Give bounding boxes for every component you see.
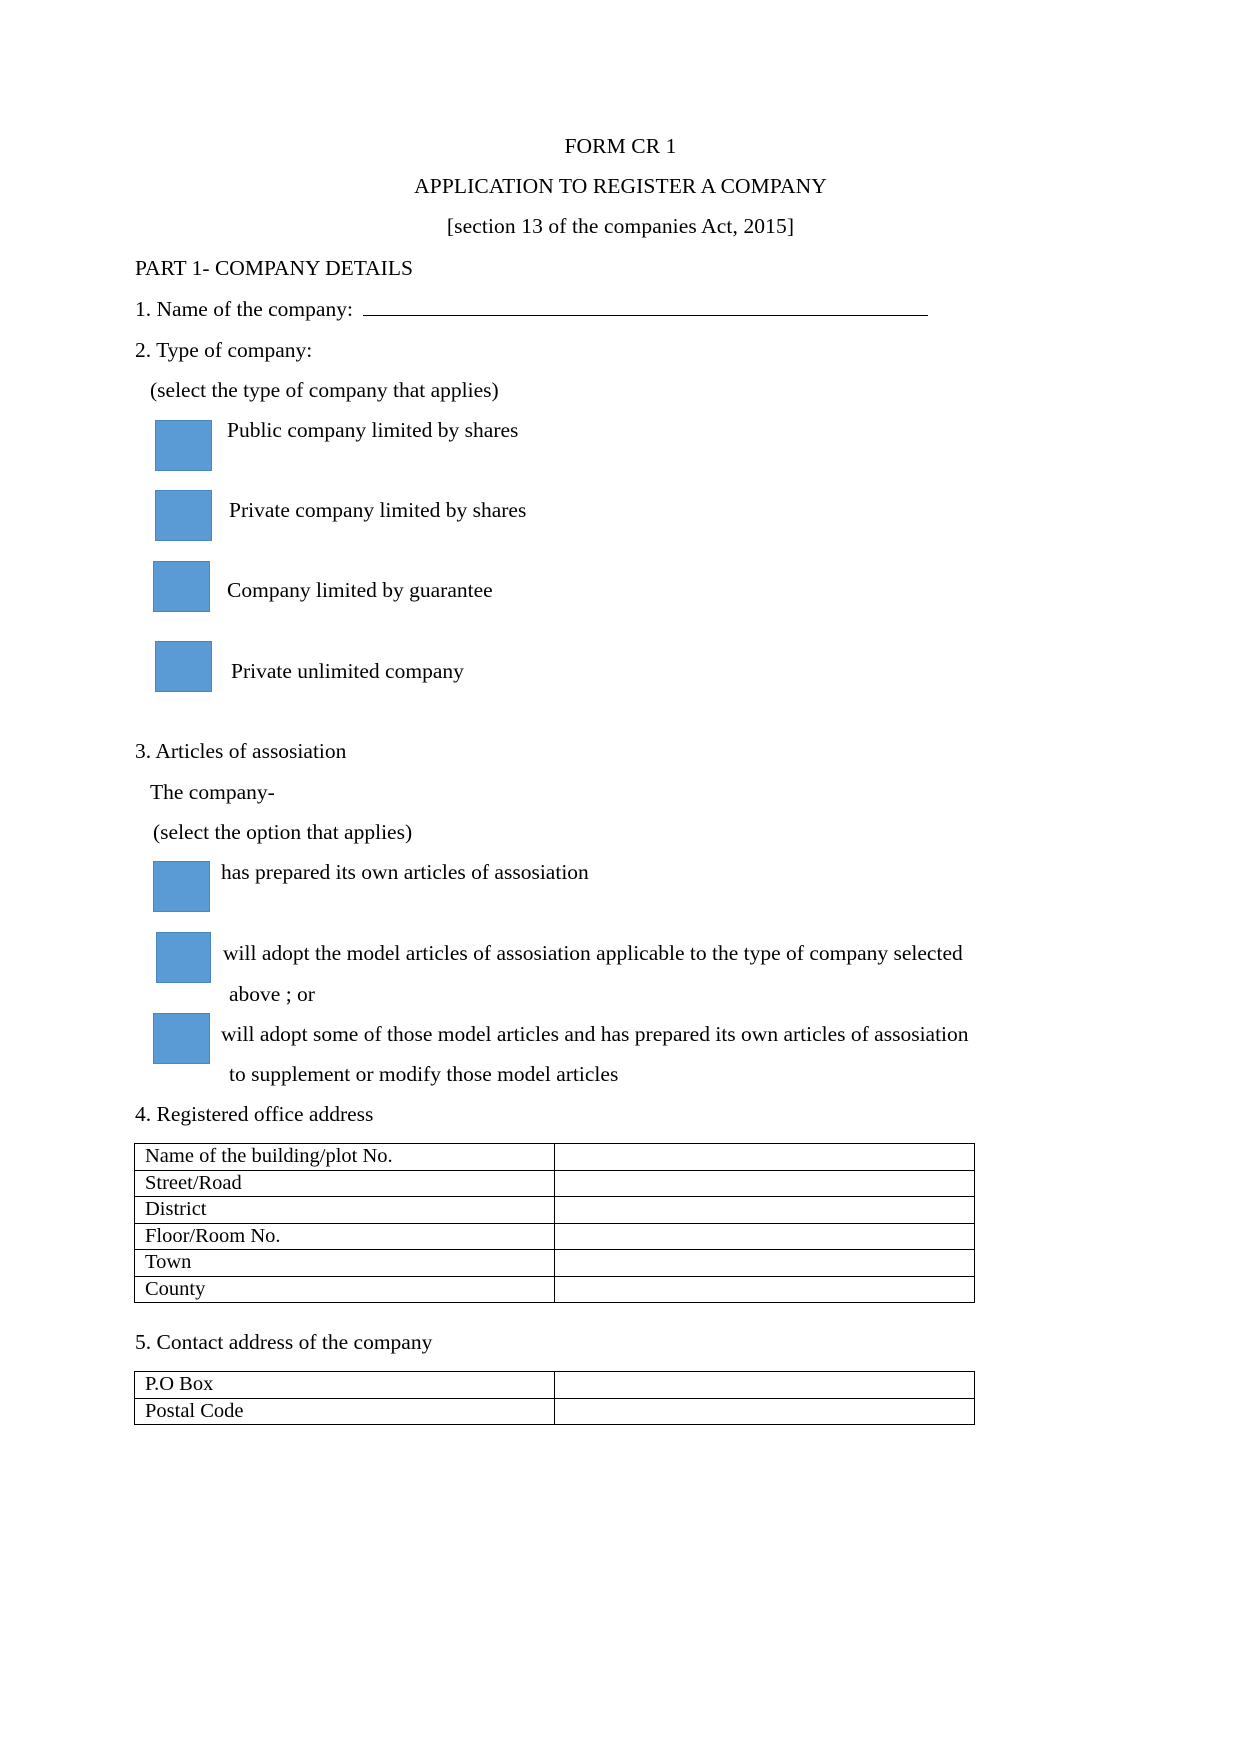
table-row	[135, 1223, 975, 1250]
part1-heading: PART 1- COMPANY DETAILS	[135, 256, 413, 280]
contact-address-heading: 5. Contact address of the company	[135, 1330, 433, 1354]
checkbox-public-company-limited-by-shares[interactable]	[155, 420, 212, 471]
checkbox-will-adopt-some-model-articles[interactable]	[153, 1013, 210, 1064]
row-label: District	[135, 1197, 555, 1224]
label-has-prepared-own-articles: has prepared its own articles of assosiation	[221, 860, 589, 884]
section-reference: [section 13 of the companies Act, 2015]	[446, 214, 795, 238]
type-of-company-hint: (select the type of company that applies)	[150, 378, 499, 402]
label-will-adopt-some-model-articles: will adopt some of those model articles and has prepared its own articles of assosiation	[221, 1022, 969, 1046]
type-of-company-heading: 2. Type of company:	[135, 338, 313, 362]
label-will-adopt-model-articles: will adopt the model articles of assosiation applicable to the type of company selected	[223, 941, 963, 965]
row-value-input[interactable]	[555, 1223, 975, 1250]
row-label: Floor/Room No.	[135, 1223, 555, 1250]
checkbox-company-limited-by-guarantee[interactable]	[153, 561, 210, 612]
row-label: Name of the building/plot No.	[135, 1144, 555, 1171]
row-label: P.O Box	[135, 1372, 555, 1399]
table-row	[135, 1144, 975, 1171]
row-value-input[interactable]	[555, 1250, 975, 1277]
checkbox-has-prepared-own-articles[interactable]	[153, 861, 210, 912]
row-value-input[interactable]	[555, 1372, 975, 1399]
row-value-input[interactable]	[555, 1398, 975, 1425]
checkbox-private-company-limited-by-shares[interactable]	[155, 490, 212, 541]
articles-of-association-subheading: The company-	[150, 780, 275, 804]
label-private-unlimited-company: Private unlimited company	[231, 659, 464, 683]
form-title: FORM CR 1	[564, 134, 677, 158]
row-value-input[interactable]	[555, 1170, 975, 1197]
registered-office-address-table	[134, 1143, 975, 1303]
row-value-input[interactable]	[555, 1144, 975, 1171]
label-company-limited-by-guarantee: Company limited by guarantee	[227, 578, 493, 602]
label-private-company-limited-by-shares: Private company limited by shares	[229, 498, 527, 522]
row-label: Town	[135, 1250, 555, 1277]
company-name-label: 1. Name of the company:	[135, 297, 353, 321]
row-value-input[interactable]	[555, 1197, 975, 1224]
company-name-input[interactable]	[363, 298, 928, 316]
table-row	[135, 1170, 975, 1197]
registered-office-address-heading: 4. Registered office address	[135, 1102, 374, 1126]
application-title: APPLICATION TO REGISTER A COMPANY	[414, 174, 827, 198]
checkbox-will-adopt-model-articles[interactable]	[156, 932, 211, 983]
contact-address-table	[134, 1371, 975, 1425]
table-row	[135, 1398, 975, 1425]
checkbox-private-unlimited-company[interactable]	[155, 641, 212, 692]
label-will-adopt-model-articles-continuation: above ; or	[229, 982, 315, 1006]
row-label: County	[135, 1276, 555, 1303]
table-row	[135, 1276, 975, 1303]
table-row	[135, 1250, 975, 1277]
label-public-company-limited-by-shares: Public company limited by shares	[227, 418, 519, 442]
label-will-adopt-some-model-articles-continuation: to supplement or modify those model articles	[229, 1062, 619, 1086]
articles-of-association-hint: (select the option that applies)	[153, 820, 413, 844]
table-row	[135, 1197, 975, 1224]
company-name-field-row	[135, 297, 928, 323]
articles-of-association-heading: 3. Articles of assosiation	[135, 739, 347, 763]
table-row	[135, 1372, 975, 1399]
row-value-input[interactable]	[555, 1276, 975, 1303]
row-label: Street/Road	[135, 1170, 555, 1197]
row-label: Postal Code	[135, 1398, 555, 1425]
